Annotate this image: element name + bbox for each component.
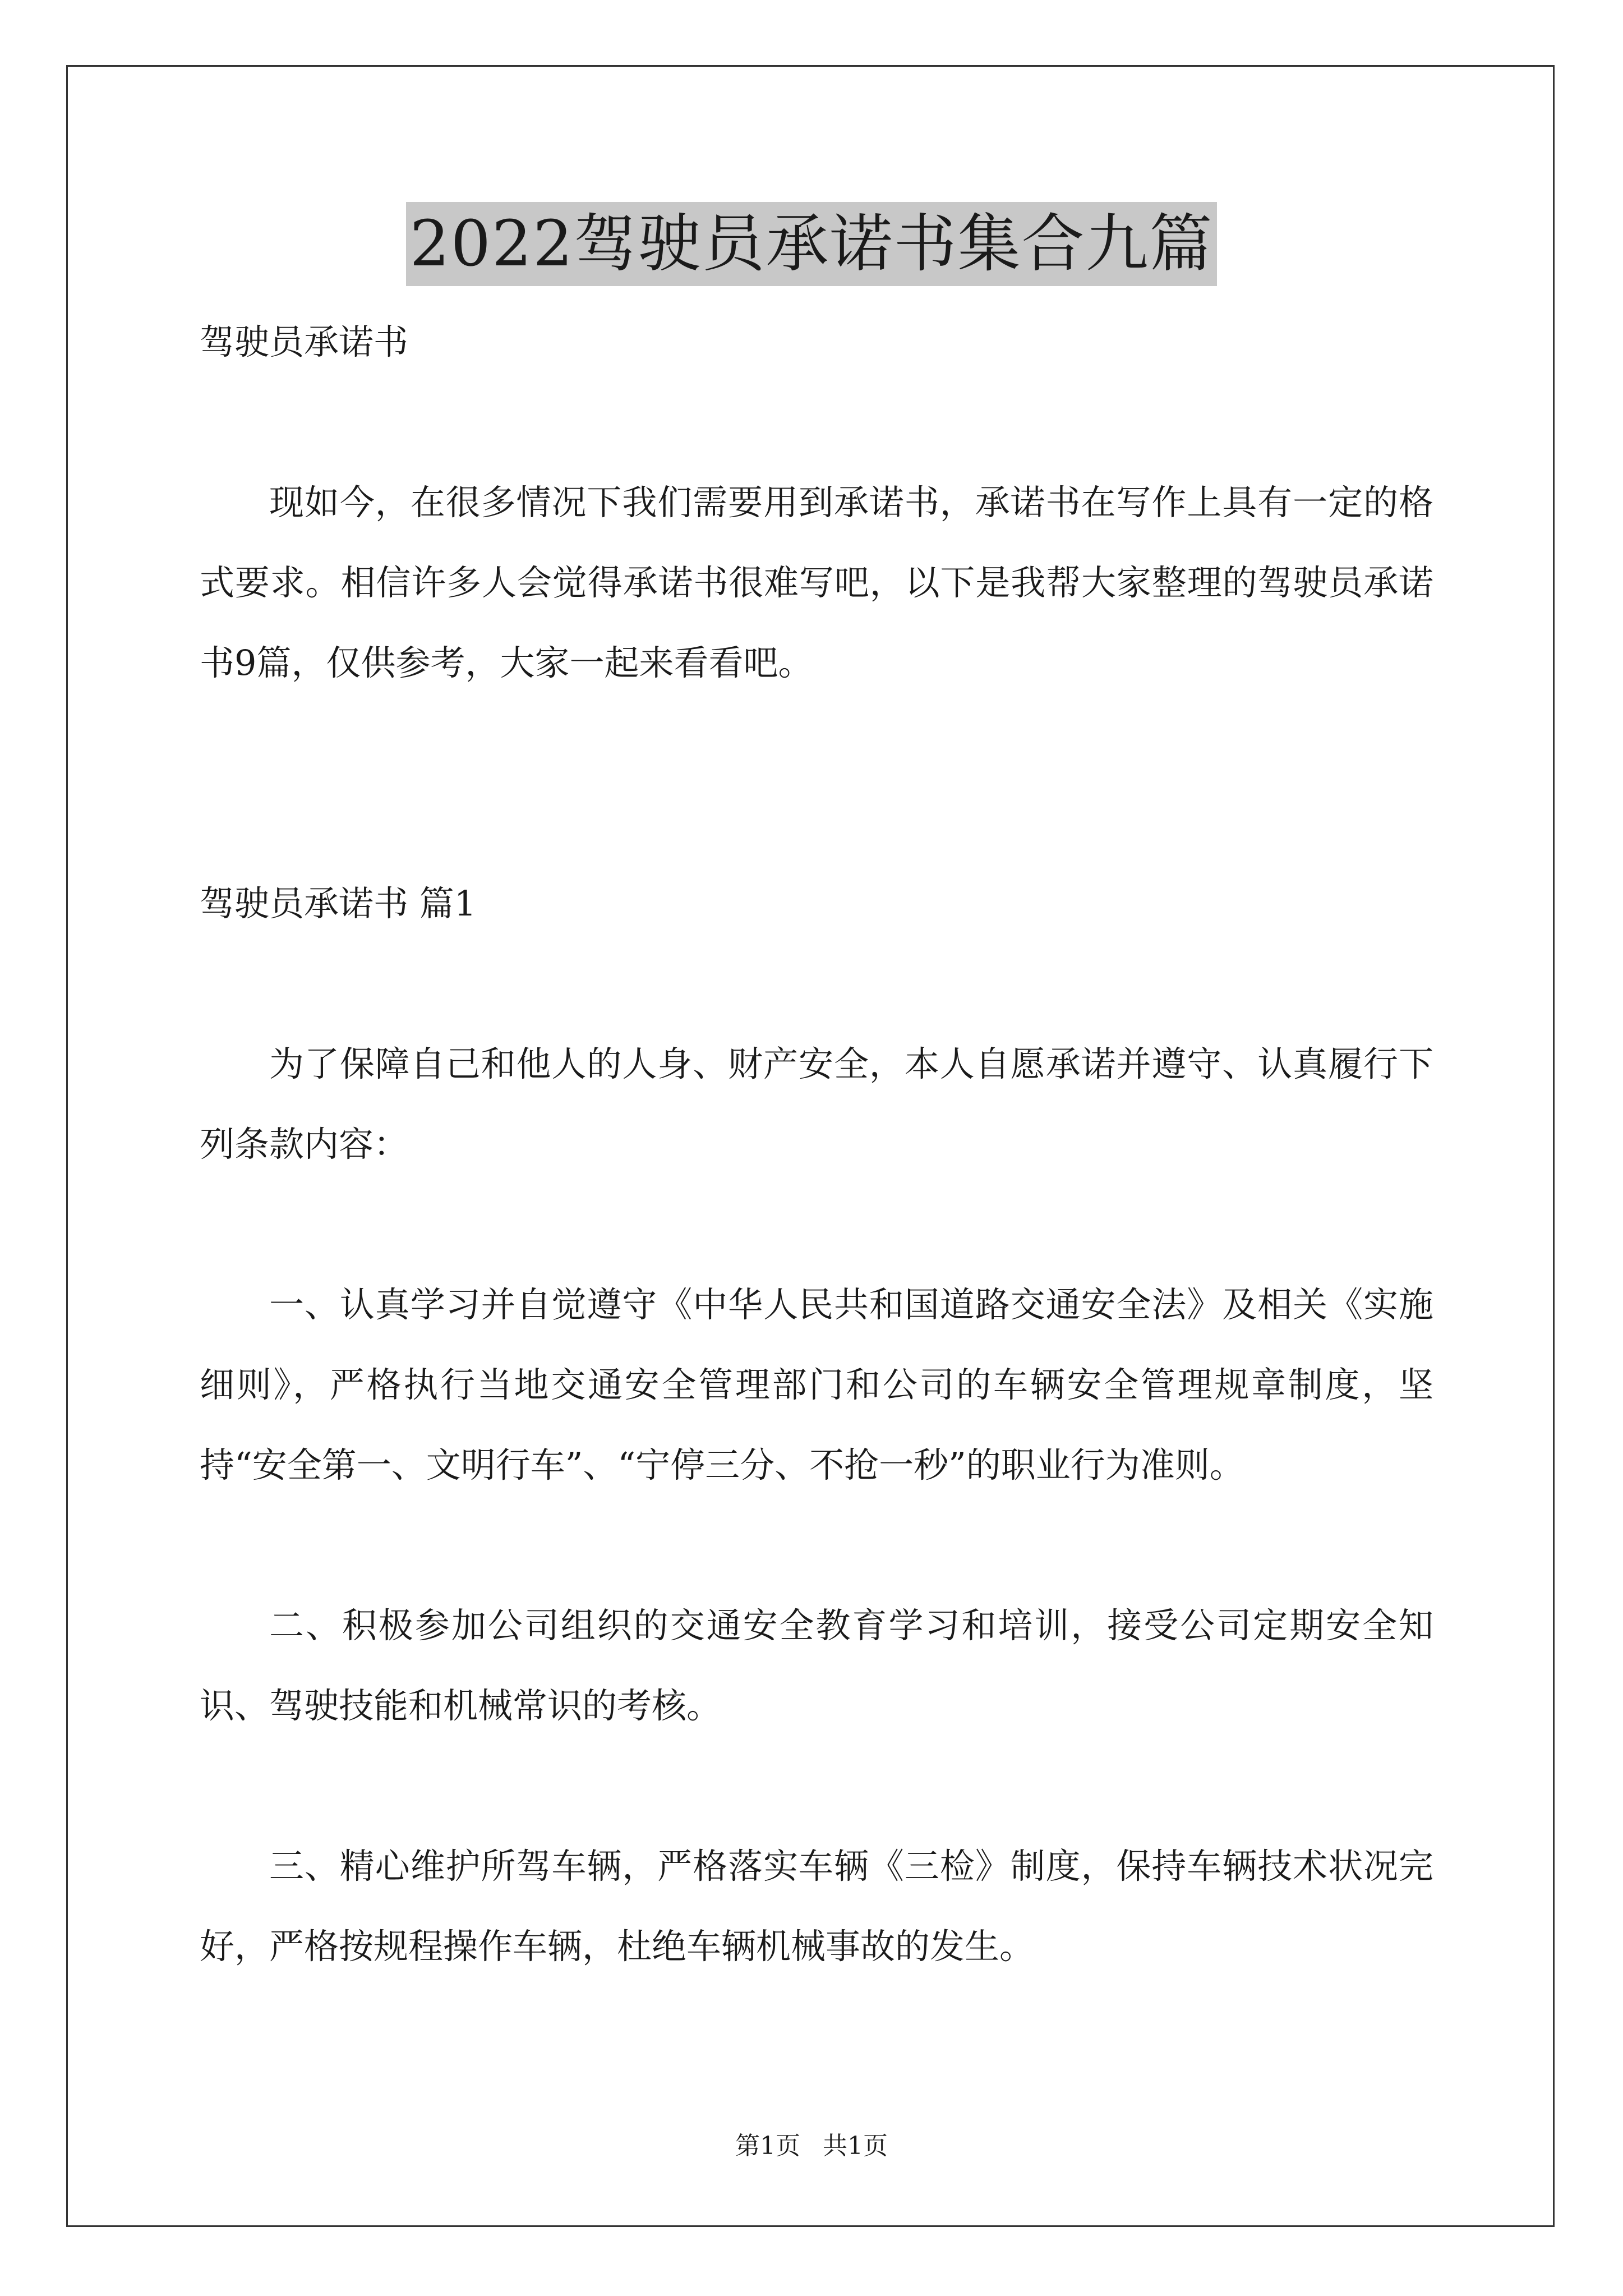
intro-paragraph: 现如今，在很多情况下我们需要用到承诺书，承诺书在写作上具有一定的格式要求。相信许多人会觉得承诺书很难写吧，以下是我帮大家整理的驾驶员承诺书9篇，仅供参考，大家一起来看看吧。	[200, 482, 1433, 683]
page-number: 第1页	[735, 2132, 800, 2160]
body-paragraph: 二、积极参加公司组织的交通安全教育学习和培训，接受公司定期安全知识、驾驶技能和机械常识的考核。	[200, 1605, 1433, 1726]
page-footer	[0, 2129, 1623, 2163]
title-container	[0, 202, 1623, 286]
section-heading: 驾驶员承诺书 篇1	[200, 883, 477, 924]
spacer	[200, 1746, 1433, 1826]
spacer	[200, 1184, 1433, 1264]
intro-heading: 驾驶员承诺书	[200, 321, 409, 362]
body-paragraph: 一、认真学习并自觉遵守《中华人民共和国道路交通安全法》及相关《实施细则》，严格执行当地交通安全管理部门和公司的车辆安全管理规章制度，坚持“安全第一、文明行车”、“宁停三分、不抢一秒”的职业行为准则。	[200, 1284, 1433, 1485]
page-total: 共1页	[823, 2132, 888, 2160]
body-paragraph: 为了保障自己和他人的人身、财产安全，本人自愿承诺并遵守、认真履行下 列条款内容：	[200, 1043, 1433, 1165]
spacer	[200, 1505, 1433, 1585]
spacer	[200, 944, 1433, 1024]
spacer	[200, 703, 1433, 783]
spacer	[200, 382, 1433, 462]
document-title: 2022驾驶员承诺书集合九篇	[406, 202, 1216, 286]
spacer	[200, 783, 1433, 863]
body-paragraph: 三、精心维护所驾车辆，严格落实车辆《三检》制度，保持车辆技术状况完 好，严格按规程操作车辆，杜绝车辆机械事故的发生。	[200, 1846, 1433, 1967]
document-body	[200, 302, 1433, 1986]
